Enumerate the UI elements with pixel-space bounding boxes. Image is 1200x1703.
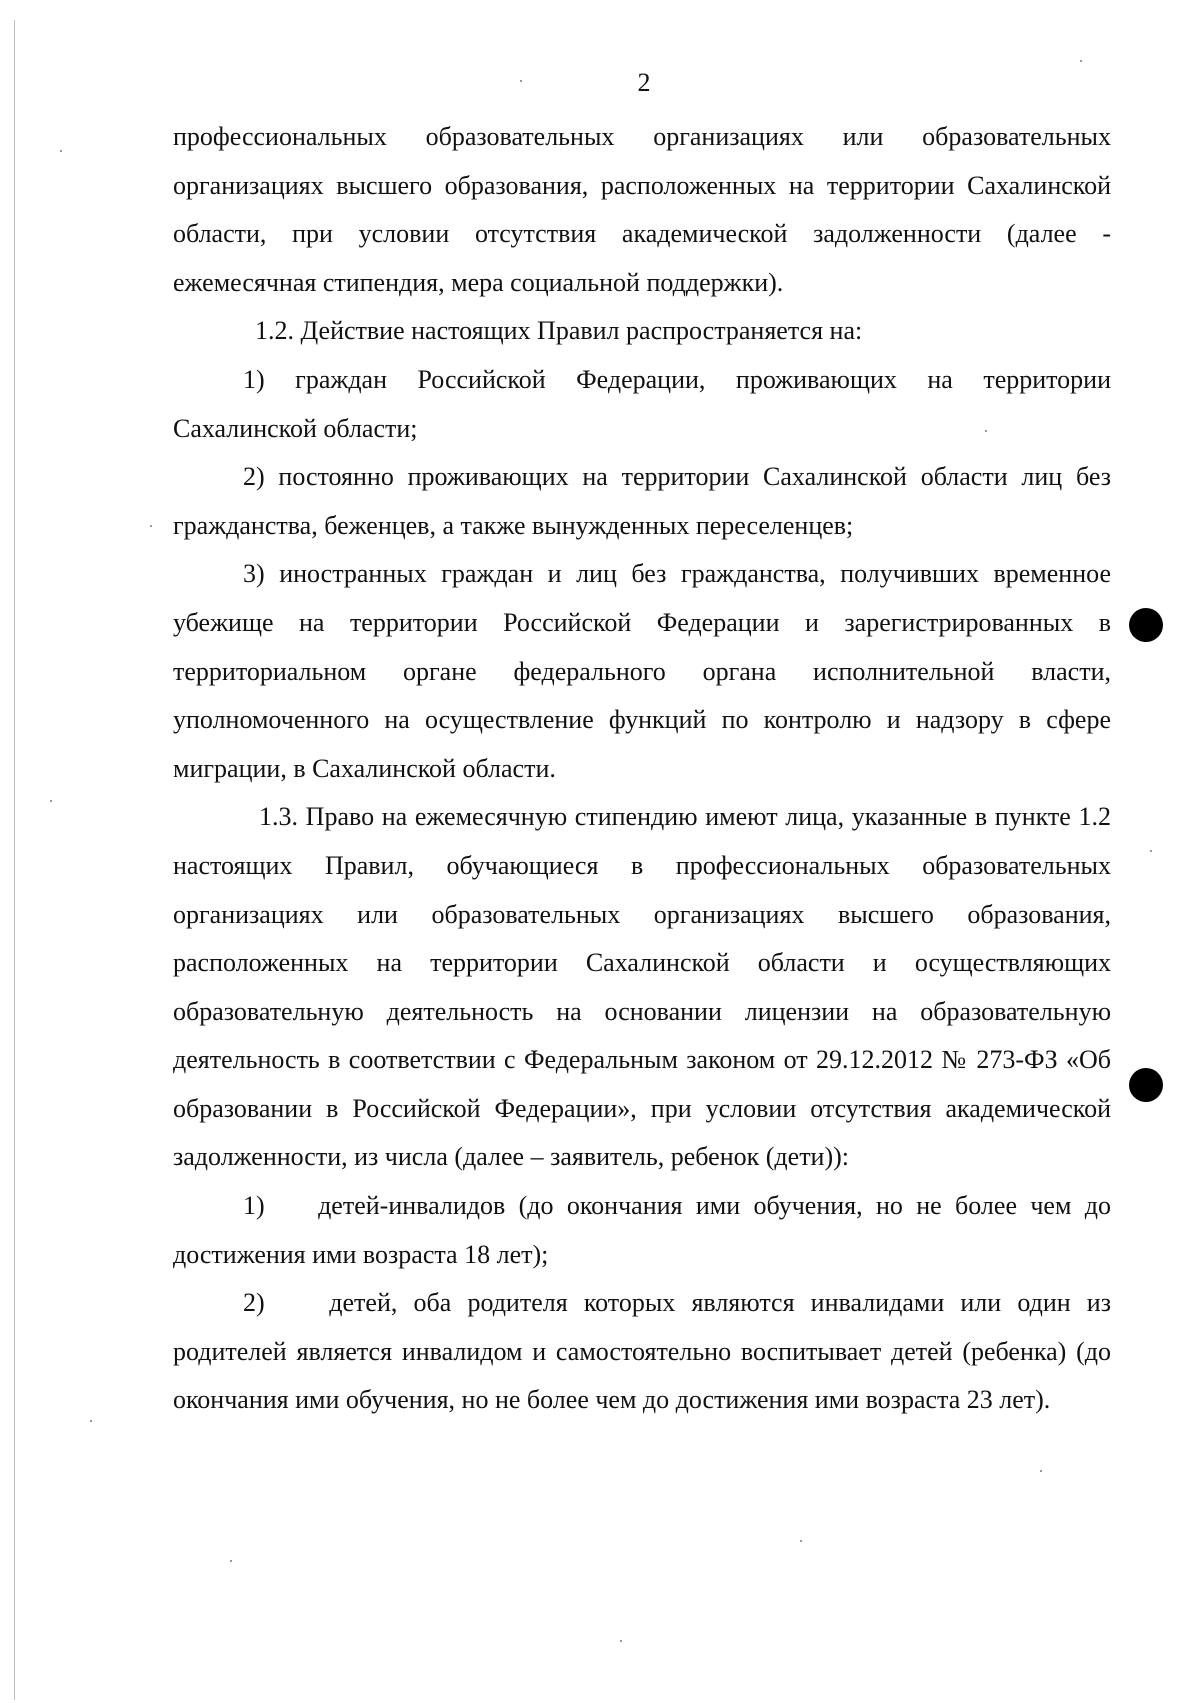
scan-edge-line bbox=[14, 20, 15, 1700]
scan-speck bbox=[60, 150, 62, 152]
scan-speck bbox=[1150, 850, 1152, 852]
list-item-stateless-residents: 2) постоянно проживающих на территории Сахалинской области лиц без гражданства, беженцев, а также вынужденных переселенцев; bbox=[173, 462, 1111, 540]
scan-speck bbox=[985, 430, 987, 432]
list-item-citizens: 1) граждан Российской Федерации, проживающих на территории Сахалинской области; bbox=[173, 364, 1111, 443]
scan-speck bbox=[1040, 1470, 1042, 1472]
scan-speck bbox=[520, 80, 522, 82]
scan-speck bbox=[90, 1420, 92, 1422]
scan-speck bbox=[230, 1560, 232, 1562]
paragraph-1-2-heading: 1.2. Действие настоящих Правил распространяется на: bbox=[255, 316, 863, 346]
scan-speck bbox=[620, 1640, 622, 1642]
scan-speck bbox=[800, 1540, 802, 1542]
page-number: 2 bbox=[637, 68, 651, 97]
paragraph-continuation: профессиональных образовательных организациях или образовательных организациях высшего образования, расположенных на территории Сахалинской области, при условии отсутствия академической задолженности (далее - ежемесячная стипендия, мера социальной поддержки). bbox=[173, 122, 1111, 297]
scan-speck bbox=[50, 800, 52, 802]
document-body bbox=[173, 113, 1118, 1425]
list-item-disabled-parents: 2) детей, оба родителя которых являются инвалидами или один из родителей является инвалидом и самостоятельно воспитывает детей (ребенка) (до окончания ими обучения, но не более чем до достижения ими возраста 23 лет). bbox=[173, 1288, 1118, 1415]
scan-speck bbox=[1080, 60, 1082, 62]
list-item-foreign-citizens: 3) иностранных граждан и лиц без гражданства, получивших временное убежище на территории Российской Федерации и зарегистрированных в территориальном органе федерального органа исполнительной власти, уполномоченного на осуществление функций по контролю и надзору в сфере миграции, в Сахалинской области. bbox=[173, 559, 1111, 783]
paragraph-1-3: 1.3. Право на ежемесячную стипендию имеют лица, указанные в пункте 1.2 настоящих Правил, обучающиеся в профессиональных образовательных организациях или образовательных организациях высшего образования, расположенных на территории Сахалинской области и осуществляющих образовательную деятельность на основании лицензии на образовательную деятельность в соответствии с Федеральным законом от 29.12.2012 № 273-ФЗ «Об образовании в Российской Федерации», при условии отсутствия академической задолженности, из числа (далее – заявитель, ребенок (дети)): bbox=[173, 802, 1111, 1172]
punch-hole-mark bbox=[1129, 608, 1163, 642]
punch-hole-mark bbox=[1129, 1068, 1163, 1102]
list-item-disabled-children: 1) детей-инвалидов (до окончания ими обучения, но не более чем до достижения ими возраста 18 лет); bbox=[173, 1191, 1118, 1269]
scan-speck bbox=[150, 525, 152, 527]
